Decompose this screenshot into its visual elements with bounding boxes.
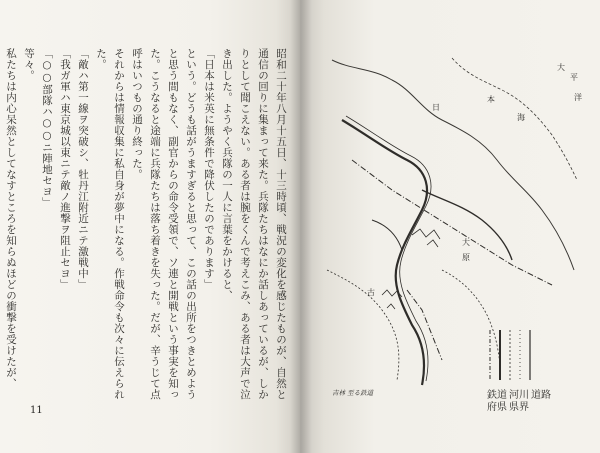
map-river — [342, 120, 427, 385]
paragraph: 「日本は米英に無条件で降伏したのであります」 — [203, 48, 215, 290]
legend-label: 府県 — [487, 402, 507, 413]
map-label: 古 — [367, 288, 375, 297]
map-label: 本 — [487, 95, 495, 104]
legend-label: 鉄道 — [487, 390, 507, 401]
map-label: 平 — [570, 73, 578, 82]
map-road — [327, 270, 399, 380]
body-text — [5, 48, 290, 408]
map-river — [346, 116, 431, 381]
map-hills — [382, 290, 402, 309]
map-label: 日 — [432, 103, 440, 112]
paragraph: という。どうも話がうますぎると思って、この話の出所をつきとめようと思う間もなく、副官からの命令受領で、ソ連と開戦という事実を知った。こうなると途端に兵隊たちは落ち着きを失った。だが、辛うじて点呼はいつもの通り終った。 — [131, 48, 197, 400]
map-railway — [352, 160, 552, 285]
paragraph: 「敵ハ第一線ヲ突破シ、牡丹江附近ニテ激戦中」 — [77, 48, 89, 290]
map-label: 海 — [517, 113, 525, 122]
legend-label: 河川 — [509, 390, 529, 401]
legend-label: 道路 — [531, 390, 551, 401]
map-hills — [412, 229, 440, 247]
map-coastline — [332, 60, 574, 270]
paragraph: 等々。 — [23, 48, 35, 81]
map-figure — [312, 40, 592, 413]
map-river — [372, 220, 402, 250]
paragraph: 「○○部隊ハ○○ニ陣地セヨ」 — [41, 48, 53, 208]
map-label: 大 — [557, 63, 565, 72]
paragraph: 私たちは内心呆然としてなすところを知らぬほどの衝撃を受けたが、 — [5, 48, 17, 389]
page-number: 11 — [30, 405, 43, 416]
paragraph: それからは情報収集に私自身が夢中になる。作戦命令も次々に伝えられた。 — [95, 48, 125, 400]
map-note: 吉林 至る鉄道 — [332, 389, 374, 397]
map-label: 洋 — [574, 93, 582, 102]
hand-drawn-map — [312, 40, 592, 413]
map-road — [442, 270, 500, 365]
legend-label: 県界 — [509, 402, 529, 413]
paragraph: 昭和二十年八月十五日、十三時頃、戦況の変化を感じたものが、自然と通信の回りに集まって来た。兵隊たちはなにか話しあっているが、しかりとして聞こえない。ある者は腕をくんで考えこみ、ある者は大声で泣き出した。ようやく兵隊の一人に言葉をかけると、 — [221, 48, 287, 400]
map-border — [452, 58, 577, 180]
map-label: 原 — [462, 253, 470, 262]
map-river — [422, 190, 512, 260]
map-label: 大 — [462, 238, 470, 247]
paragraph: 「我ガ軍ハ東京城以東ニテ敵ノ進撃ヲ阻止セヨ」 — [59, 48, 71, 290]
book-gutter — [290, 0, 312, 453]
